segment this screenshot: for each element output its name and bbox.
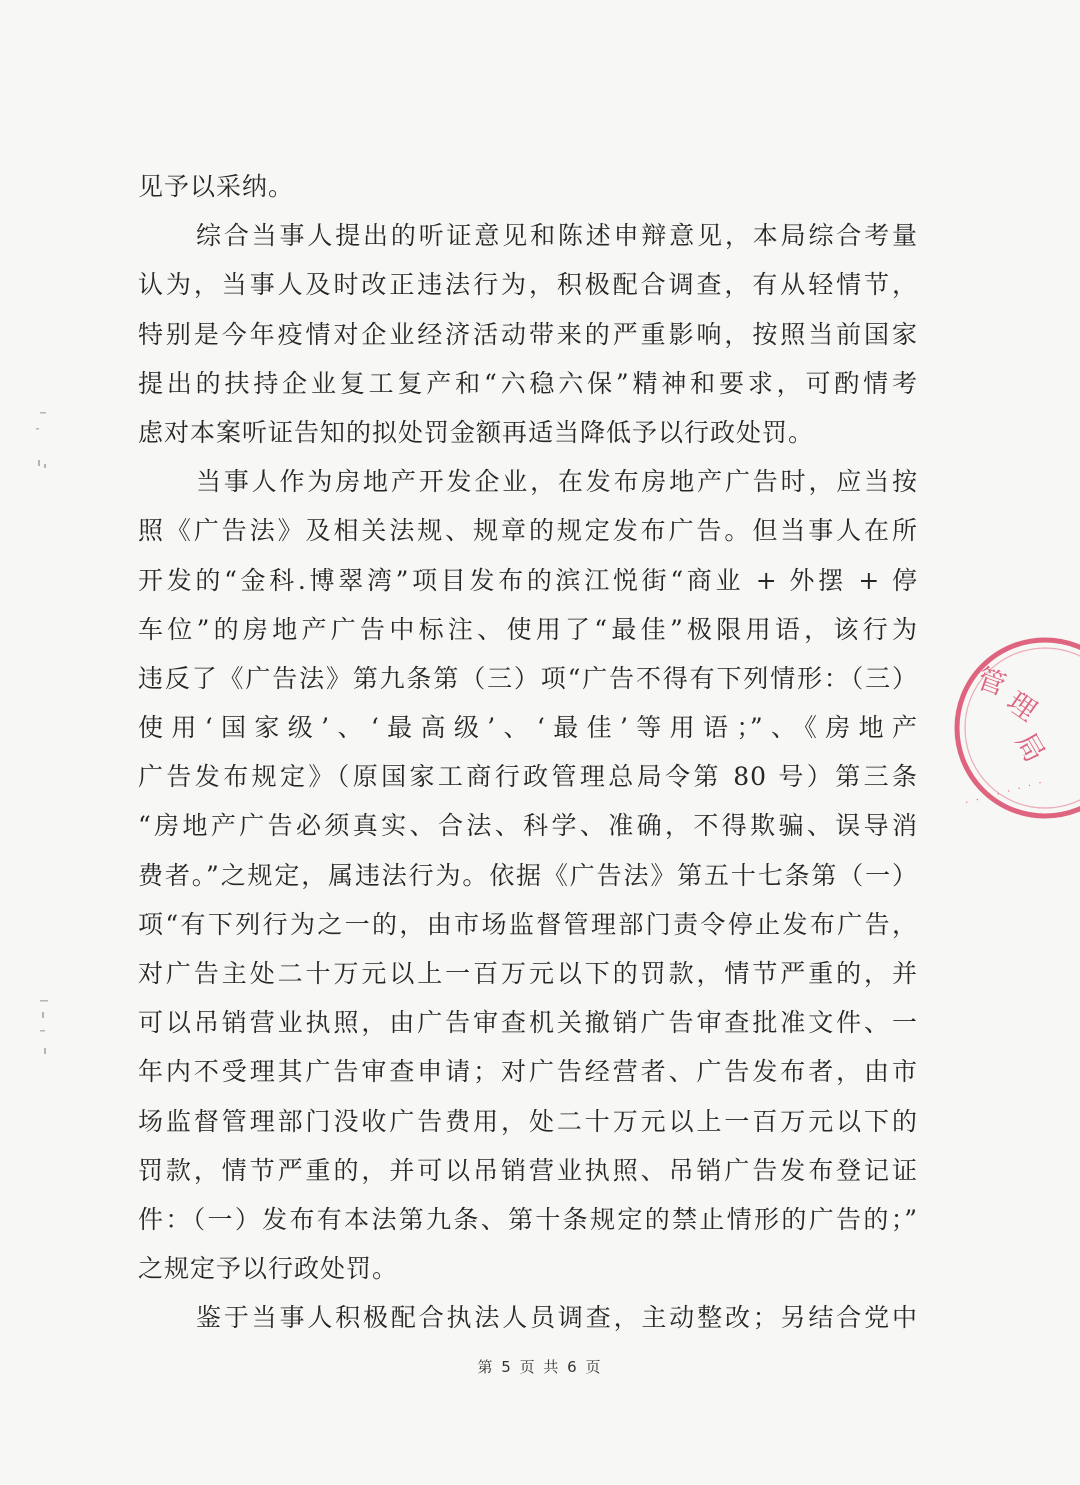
text-line: 费者。”之规定，属违法行为。依据《广告法》第五十七条第（一） [138,860,918,890]
text-line: 认为，当事人及时改正违法行为，积极配合调查，有从轻情节， [138,270,918,300]
text-line: 提出的扶持企业复工复产和“六稳六保”精神和要求，可酌情考 [138,368,918,398]
text-line: 见予以采纳。 [138,172,295,201]
text-line: 之规定予以行政处罚。 [138,1254,399,1284]
svg-text:理: 理 [1000,684,1043,728]
svg-text:局: 局 [1008,727,1052,768]
text-line: 罚款，情节严重的，并可以吊销营业执照、吊销广告发布登记证 [138,1155,918,1185]
text-line: 广告发布规定》（原国家工商行政管理总局令第 80 号）第三条 [138,762,918,792]
text-line: 照《广告法》及相关法规、规章的规定发布广告。但当事人在所 [138,516,918,546]
text-line: 件：（一）发布有本法第九条、第十条规定的禁止情形的广告的；” [138,1204,918,1234]
text-line: 使用‘国家级’、‘最高级’、‘最佳’等用语；”、《房地产 [138,713,918,743]
document-body [138,162,918,1343]
seal-stamp-icon [945,628,1080,828]
scan-edge-marks [30,400,60,1100]
page-footer: 第 5 页 共 6 页 [477,1358,603,1376]
text-line: 对广告主处二十万元以上一百万元以下的罚款，情节严重的，并 [138,959,918,988]
text-line: 车位”的房地产广告中标注、使用了“最佳”极限用语，该行为 [138,614,918,644]
text-line: 年内不受理其广告审查申请；对广告经营者、广告发布者，由市 [138,1057,918,1087]
svg-text:· · · · · · · ·: · · · · · · · · [963,778,1045,809]
official-seal [945,628,1080,828]
text-line: 场监督管理部门没收广告费用，处二十万元以上一百万元以下的 [138,1106,918,1136]
text-line: 当事人作为房地产开发企业，在发布房地产广告时，应当按 [196,467,918,497]
text-line: 综合当事人提出的听证意见和陈述申辩意见，本局综合考量 [196,221,918,251]
text-line: 可以吊销营业执照，由广告审查机关撤销广告审查批准文件、一 [138,1008,918,1038]
text-line: 项“有下列行为之一的，由市场监督管理部门责令停止发布广告， [138,909,918,939]
text-line: 鉴于当事人积极配合执法人员调查，主动整改；另结合党中 [196,1303,918,1333]
text-line: “房地产广告必须真实、合法、科学、准确，不得欺骗、误导消 [138,811,918,841]
text-line: 虑对本案听证告知的拟处罚金额再适当降低予以行政处罚。 [138,417,815,447]
text-line: 开发的“金科.博翠湾”项目发布的滨江悦街“商业 + 外摆 + 停 [138,565,918,595]
text-line: 违反了《广告法》第九条第（三）项“广告不得有下列情形：（三） [138,663,918,693]
svg-text:管: 管 [972,661,1011,703]
text-line: 特别是今年疫情对企业经济活动带来的严重影响，按照当前国家 [138,319,918,349]
